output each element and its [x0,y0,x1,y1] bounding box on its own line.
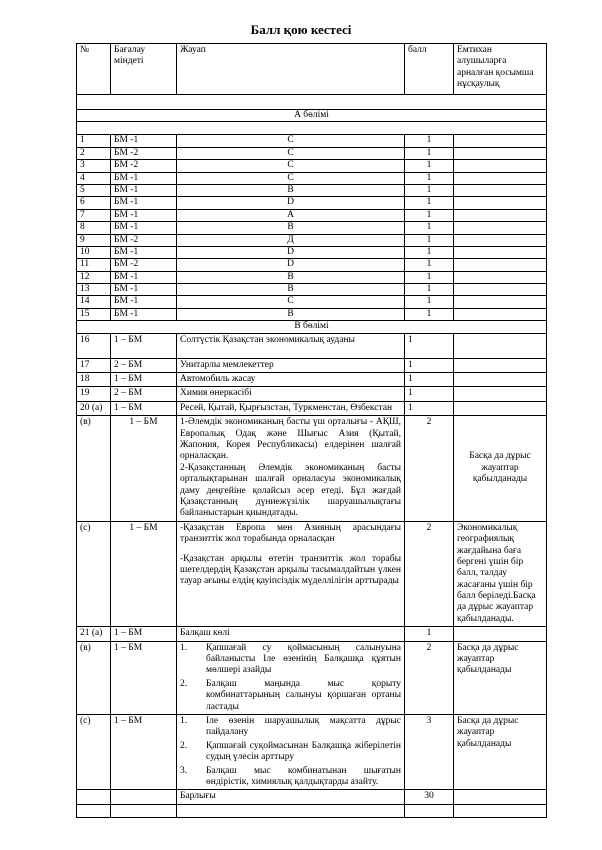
row-num: 5 [77,184,111,196]
row-num: 21 (а) [77,627,111,641]
row-task: 1 – БМ [111,521,177,627]
row-score: 1 [405,259,454,271]
row-answer: C [177,172,405,184]
row-num: (с) [77,714,111,789]
header-task: Бағалау міндеті [111,44,177,95]
row-score: 1 [405,401,454,415]
header-note: Емтихан алушыларға арналған қосымша нұсқаулық [454,44,547,95]
row-answer: A [177,209,405,221]
table-row [77,184,547,196]
row-answer: C [177,147,405,159]
row-task: БМ -1 [111,296,177,308]
row-answer: Д [177,234,405,246]
row-task: 1 – БМ [111,416,177,522]
row-answer: Химия өнеркәсібі [177,387,405,401]
total-score: 30 [405,790,454,804]
row-num: 14 [77,296,111,308]
row-task: БМ -1 [111,222,177,234]
list-item-text: Балқаш мыс комбинатынан шығатын өндірістік, химиялық қалдықтарды азайту. [206,765,401,787]
row-score: 1 [405,160,454,172]
row-score: 1 [405,387,454,401]
table-row [77,284,547,296]
row-num: 7 [77,209,111,221]
row-answer: B [177,184,405,196]
row-note [454,308,547,320]
row-answer: Автомобиль жасау [177,373,405,387]
header-answer: Жауап [177,44,405,95]
row-score: 1 [405,147,454,159]
header-num: № [77,44,111,95]
row-num: 3 [77,160,111,172]
row-num: 8 [77,222,111,234]
answer-list [180,643,401,713]
table-row [77,387,547,401]
list-item [180,643,401,677]
section-a-row [77,110,547,122]
row-score: 2 [405,641,454,714]
table-row [77,135,547,147]
answer-paragraph: 2-Қазақстанның Әлемдік экономиканың басты орталықтарынан шалғай орналасуы экономикалық даму деңгейіне қолайсыз әсер етеді. Бұл жағдай Қазақстанның дүниежүзілік шаруашылықтағы байланыстарын қиындатады. [180,462,401,519]
row-answer: Ресей, Қытай, Қырғызстан, Туркменстан, Өзбекстан [177,401,405,415]
row-task: БМ -1 [111,172,177,184]
blank-row [77,95,547,110]
table-row [77,416,547,522]
row-note: Басқа да дұрыс жауаптар қабылданады [454,714,547,789]
section-a-heading: А бөлімі [77,110,547,122]
row-task: БМ -2 [111,160,177,172]
table-row [77,627,547,641]
row-note [454,184,547,196]
row-note [454,373,547,387]
table-row [77,308,547,320]
table-row [77,147,547,159]
row-score: 1 [405,284,454,296]
row-num: 12 [77,271,111,283]
row-score: 1 [405,358,454,372]
row-answer: C [177,160,405,172]
table-row [77,373,547,387]
header-score: балл [405,44,454,95]
row-note: Экономикалық географиялық жағдайына баға бергені үшін бір балл, талдау жасағаны үшін бір балл беріледі.Басқа да дұрыс жауаптар қабылданады. [454,521,547,627]
row-task: 2 – БМ [111,358,177,372]
row-num: 2 [77,147,111,159]
row-note [454,296,547,308]
row-score: 1 [405,333,454,358]
row-answer: B [177,308,405,320]
row-num: (в) [77,416,111,522]
list-item-number: 1. [180,715,188,726]
row-note [454,627,547,641]
row-answer: Балқаш көлі [177,627,405,641]
row-answer: B [177,222,405,234]
row-note [454,160,547,172]
row-note [454,172,547,184]
table-row [77,401,547,415]
page-title: Балл қою кестесі [250,22,352,37]
row-task: БМ -2 [111,147,177,159]
row-task: БМ -1 [111,246,177,258]
row-task: 1 – БМ [111,627,177,641]
table-row [77,209,547,221]
row-answer [177,416,405,522]
table-row [77,521,547,627]
table-row [77,333,547,358]
row-num: (в) [77,641,111,714]
row-task: 1 – БМ [111,401,177,415]
table-row [77,197,547,209]
row-task: 1 – БМ [111,333,177,358]
row-task: БМ -2 [111,259,177,271]
row-num: 11 [77,259,111,271]
row-note [454,358,547,372]
row-num: 20 (а) [77,401,111,415]
total-label: Барлығы [177,790,405,804]
list-item [180,766,401,789]
blank-row [77,804,547,817]
blank-row [77,122,547,135]
row-num: 16 [77,333,111,358]
table-row [77,271,547,283]
row-task: 1 – БМ [111,714,177,789]
row-num: 6 [77,197,111,209]
row-answer: B [177,271,405,283]
row-score: 1 [405,222,454,234]
table-row [77,259,547,271]
row-score: 2 [405,416,454,522]
row-answer: Солтүстік Қазақстан экономикалық ауданы [177,333,405,358]
table-row [77,172,547,184]
row-score: 1 [405,184,454,196]
row-answer: D [177,197,405,209]
row-task: БМ -1 [111,135,177,147]
row-answer: C [177,135,405,147]
row-score: 3 [405,714,454,789]
row-num: 13 [77,284,111,296]
table-row [77,358,547,372]
row-note: Басқа да дұрыс жауаптар қабылданады [454,641,547,714]
row-answer: C [177,296,405,308]
total-task [111,790,177,804]
row-task: 2 – БМ [111,387,177,401]
row-answer: B [177,284,405,296]
row-note [454,333,547,358]
row-task: БМ -1 [111,209,177,221]
row-score: 1 [405,135,454,147]
total-num [77,790,111,804]
row-num: 9 [77,234,111,246]
answer-paragraph: -Қазақстан арқылы өтетін транзиттік жол торабы шетелдердің Қазақстан арқылы тасымалдайтын үлкен тауар ағыны елдің қауіпсіздік мүделлілігін арттырады [180,553,401,587]
row-note [454,147,547,159]
row-note [454,135,547,147]
list-item [180,741,401,764]
section-b-row [77,321,547,333]
table-row [77,641,547,714]
row-note [454,387,547,401]
row-note [454,234,547,246]
row-note [454,197,547,209]
row-task: БМ -1 [111,284,177,296]
row-score: 1 [405,271,454,283]
row-num: (с) [77,521,111,627]
row-task: БМ -1 [111,197,177,209]
row-task: БМ -1 [111,308,177,320]
row-answer [177,714,405,789]
answer-paragraph: 1-Әлемдік экономиканың басты үш орталығы - АҚШ, Европалық Одақ және Шығыс Азия (Қытай, Жапония, Корея Республикасы) елдерінен шалғай орналасқан. [180,417,401,462]
table-row [77,160,547,172]
row-score: 1 [405,172,454,184]
answer-list [180,716,401,788]
list-item-number: 2. [180,678,188,689]
row-num: 19 [77,387,111,401]
header-row [77,44,547,95]
table-row [77,222,547,234]
row-score: 1 [405,373,454,387]
list-item-text: Іле өзенін шаруашылық мақсатта дұрыс пайдалану [206,715,401,738]
row-answer: Унитарлы мемлекеттер [177,358,405,372]
row-task: БМ -2 [111,234,177,246]
row-task: БМ -1 [111,184,177,196]
list-item-number: 1. [180,642,188,653]
table-row [77,234,547,246]
answer-paragraph: -Қазақстан Европа мен Азияның арасындағы транзиттік жол торабында орналасқан [180,522,401,545]
list-item [180,716,401,739]
list-item-text: Қапшағай суқоймасынан Балқашқа жіберілетін судың үлесін арттыру [206,740,401,763]
row-task: 1 – БМ [111,641,177,714]
row-num: 17 [77,358,111,372]
row-score: 1 [405,296,454,308]
row-score: 1 [405,627,454,641]
list-item-number: 3. [180,765,188,776]
row-score: 1 [405,246,454,258]
row-score: 1 [405,308,454,320]
list-item [180,679,401,713]
row-note [454,271,547,283]
row-num: 18 [77,373,111,387]
score-table [76,43,547,818]
row-num: 10 [77,246,111,258]
row-note [454,222,547,234]
table-row [77,714,547,789]
row-score: 1 [405,197,454,209]
row-note [454,284,547,296]
list-item-text: Балқаш маңында мыс қорыту комбинаттарының салынуы қоршаған ортаны ластады [206,678,401,712]
table-row [77,296,547,308]
total-note [454,790,547,804]
row-num: 4 [77,172,111,184]
total-row [77,790,547,804]
section-b-heading: В бөлімі [77,321,547,333]
row-note [454,246,547,258]
list-item-text: Қапшағай су қоймасының салынуына байланысты Іле өзенінің Балқашқа құятын мөлшері азайды [206,642,401,676]
row-score: 1 [405,234,454,246]
row-score: 1 [405,209,454,221]
row-num: 1 [77,135,111,147]
row-note: Басқа да дұрыс жауаптар қабылданады [454,416,547,522]
list-item-number: 2. [180,740,188,751]
row-note [454,259,547,271]
row-task: 1 – БМ [111,373,177,387]
row-num: 15 [77,308,111,320]
row-score: 2 [405,521,454,627]
row-note [454,401,547,415]
row-answer [177,641,405,714]
table-row [77,246,547,258]
row-answer [177,521,405,627]
row-note [454,209,547,221]
row-answer: D [177,246,405,258]
row-task: БМ -1 [111,271,177,283]
row-answer: D [177,259,405,271]
